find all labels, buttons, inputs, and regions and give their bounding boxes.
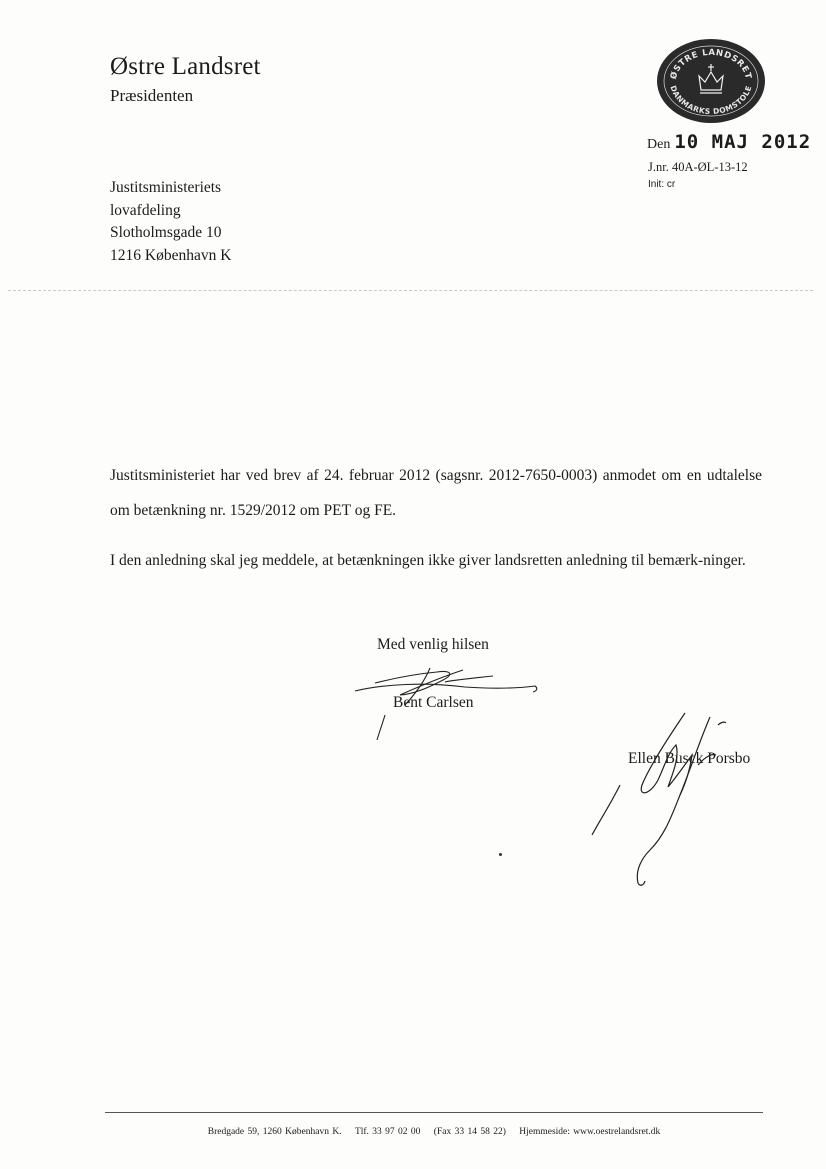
footer bbox=[105, 1127, 763, 1137]
recipient-address bbox=[110, 177, 231, 267]
body-paragraph: I den anledning skal jeg meddele, at betænkningen ikke giver landsretten anledning til bemærk-ninger. bbox=[110, 552, 746, 569]
journal-number: J.nr. 40A-ØL-13-12 bbox=[648, 160, 748, 174]
signer-name-1: Bent Carlsen bbox=[393, 694, 474, 711]
signer-name-2: Ellen Busck Porsbo bbox=[628, 750, 751, 767]
court-seal-icon bbox=[656, 38, 766, 124]
svg-text:ØSTRE LANDSRET: ØSTRE LANDSRET bbox=[668, 47, 754, 81]
footer-divider bbox=[105, 1112, 763, 1113]
stray-mark bbox=[499, 853, 502, 856]
address-line: Justitsministeriets bbox=[110, 179, 222, 196]
address-line: lovafdeling bbox=[110, 201, 181, 219]
header-divider bbox=[8, 290, 813, 291]
address-line: Slotholmsgade 10 bbox=[110, 224, 222, 241]
footer-phone: Tlf. 33 97 02 00 bbox=[354, 1127, 421, 1137]
closing-greeting: Med venlig hilsen bbox=[377, 636, 489, 653]
date-line bbox=[647, 131, 811, 153]
signature-scribble-2 bbox=[580, 705, 780, 895]
body-paragraph: Justitsministeriet har ved brev af 24. februar 2012 (sagsnr. 2012-7650-0003) anmodet om en udtalelse om betænkning nr. 1529/2012 om PET og FE. bbox=[110, 467, 762, 519]
footer-address: Bredgade 59, 1260 København K. bbox=[207, 1127, 342, 1137]
footer-website: Hjemmeside: www.oestrelandsret.dk bbox=[519, 1127, 661, 1137]
letter-body bbox=[110, 458, 762, 593]
initials: Init: cr bbox=[648, 179, 676, 190]
department-name: Præsidenten bbox=[110, 86, 194, 105]
footer-fax: (Fax 33 14 58 22) bbox=[433, 1127, 506, 1137]
organization-name: Østre Landsret bbox=[110, 53, 261, 80]
date-prefix: Den bbox=[647, 137, 671, 152]
date-stamp: 10 MAJ 2012 bbox=[674, 131, 812, 153]
svg-text:DANMARKS DOMSTOLE: DANMARKS DOMSTOLE bbox=[668, 84, 754, 117]
address-line: 1216 København K bbox=[110, 246, 232, 264]
